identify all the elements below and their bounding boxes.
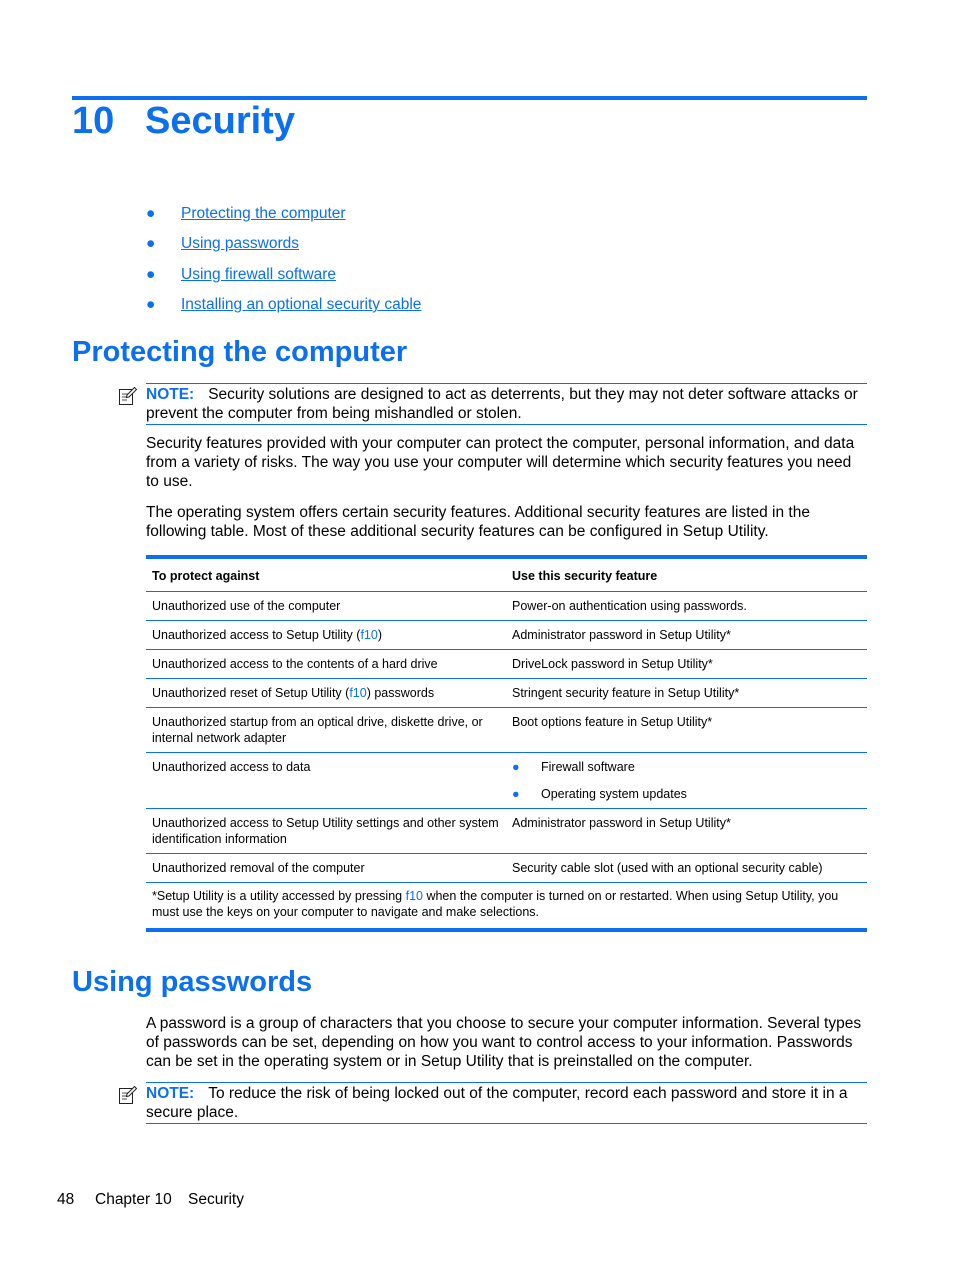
note-text: Security solutions are designed to act as deterrents, but they may not deter software attacks or prevent the computer from being mishandled or stolen.	[146, 386, 858, 422]
list-item	[512, 759, 861, 775]
section-heading-protecting: Protecting the computer	[72, 336, 408, 368]
table-row	[146, 753, 867, 809]
table-cell: Unauthorized access to data	[146, 753, 506, 809]
toc-item	[146, 266, 336, 284]
paragraph: Security features provided with your computer can protect the computer, personal information, and data from a variety of risks. The way you use your computer will determine which security features you need to use.	[146, 435, 855, 490]
table-row	[146, 650, 867, 679]
table-cell: Unauthorized access to the contents of a hard drive	[146, 650, 506, 679]
note-top-rule	[146, 1082, 867, 1083]
note-top-rule	[146, 383, 867, 384]
toc-link-protecting-the-computer[interactable]: Protecting the computer	[181, 205, 346, 222]
note-pencil-icon	[118, 386, 138, 406]
table-header-cell: Use this security feature	[506, 557, 867, 592]
section-heading-passwords: Using passwords	[72, 966, 313, 998]
table-footnote-row	[146, 883, 867, 931]
bullet-icon: ●	[146, 266, 156, 283]
toc-link-installing-security-cable[interactable]: Installing an optional security cable	[181, 296, 422, 313]
page-number: 48	[57, 1191, 75, 1208]
chapter-title	[72, 100, 295, 143]
table-cell	[146, 621, 506, 650]
note-bottom-rule	[146, 1123, 867, 1124]
note-label: NOTE:	[146, 386, 195, 403]
table-cell: Unauthorized access to Setup Utility settings and other system identification information	[146, 809, 506, 854]
table-cell: Boot options feature in Setup Utility*	[506, 708, 867, 753]
note-bottom-rule	[146, 424, 867, 425]
table-cell: Unauthorized startup from an optical drive, diskette drive, or internal network adapter	[146, 708, 506, 753]
note-text: To reduce the risk of being locked out of the computer, record each password and store it in a secure place.	[146, 1085, 848, 1121]
key-label-f10: f10	[360, 628, 378, 642]
key-label-f10: f10	[349, 686, 367, 700]
bullet-icon: ●	[512, 760, 520, 774]
cell-text: Unauthorized access to Setup Utility (	[152, 628, 361, 642]
bullet-icon: ●	[512, 787, 520, 801]
table-row	[146, 621, 867, 650]
toc-item	[146, 205, 346, 223]
cell-text: Unauthorized reset of Setup Utility (	[152, 686, 350, 700]
table-cell: Stringent security feature in Setup Utility*	[506, 679, 867, 708]
table-cell: DriveLock password in Setup Utility*	[506, 650, 867, 679]
list-item	[512, 786, 861, 802]
security-features-table	[146, 555, 867, 932]
note-pencil-icon	[118, 1085, 138, 1105]
table-row	[146, 679, 867, 708]
table-cell: Administrator password in Setup Utility*	[506, 809, 867, 854]
table-row	[146, 854, 867, 883]
toc-item	[146, 296, 421, 314]
footer-chapter: Chapter 10	[95, 1191, 172, 1208]
table-cell	[506, 753, 867, 809]
toc-link-using-passwords[interactable]: Using passwords	[181, 235, 300, 252]
chapter-title-text: Security	[145, 100, 295, 142]
key-label-f10: f10	[405, 889, 423, 903]
cell-text: ) passwords	[366, 686, 435, 700]
table-footnote	[146, 883, 867, 931]
table-cell: Administrator password in Setup Utility*	[506, 621, 867, 650]
table-header-cell: To protect against	[146, 557, 506, 592]
footer-title: Security	[188, 1191, 244, 1208]
note-text-block	[146, 385, 867, 423]
feature-list	[512, 759, 861, 802]
paragraph: The operating system offers certain security features. Additional security features are listed in the following table. Most of these additional security features can be configured in Setup Utility.	[146, 504, 810, 540]
bullet-icon: ●	[146, 205, 156, 222]
table-cell: Security cable slot (used with an optional security cable)	[506, 854, 867, 883]
chapter-number: 10	[72, 100, 115, 142]
list-item-text: Operating system updates	[541, 787, 687, 801]
list-item-text: Firewall software	[541, 760, 635, 774]
note-box	[118, 383, 867, 425]
table-cell	[146, 679, 506, 708]
bullet-icon: ●	[146, 296, 156, 313]
note-box	[118, 1082, 867, 1124]
table-cell: Power-on authentication using passwords.	[506, 592, 867, 621]
table-cell: Unauthorized removal of the computer	[146, 854, 506, 883]
footnote-text: *Setup Utility is a utility accessed by pressing	[152, 889, 406, 903]
toc-item	[146, 235, 299, 253]
table-header-row	[146, 557, 867, 592]
note-label: NOTE:	[146, 1085, 195, 1102]
paragraph: A password is a group of characters that you choose to secure your computer information. Several types of passwords can be set, depending on how you want to control access to your information. Passwords can be set in the operating system or in Setup Utility that is preinstalled on the computer.	[146, 1015, 862, 1070]
footnote-text: when the computer is turned on or restarted. When using Setup Utility, you must use the keys on your computer to navigate and make selections.	[152, 889, 839, 919]
note-text-block	[146, 1084, 867, 1122]
bullet-icon: ●	[146, 235, 156, 252]
table-row	[146, 708, 867, 753]
cell-text: )	[377, 628, 382, 642]
table-cell: Unauthorized use of the computer	[146, 592, 506, 621]
table-row	[146, 809, 867, 854]
toc-link-using-firewall-software[interactable]: Using firewall software	[181, 266, 337, 283]
table-row	[146, 592, 867, 621]
page-footer	[57, 1191, 244, 1209]
